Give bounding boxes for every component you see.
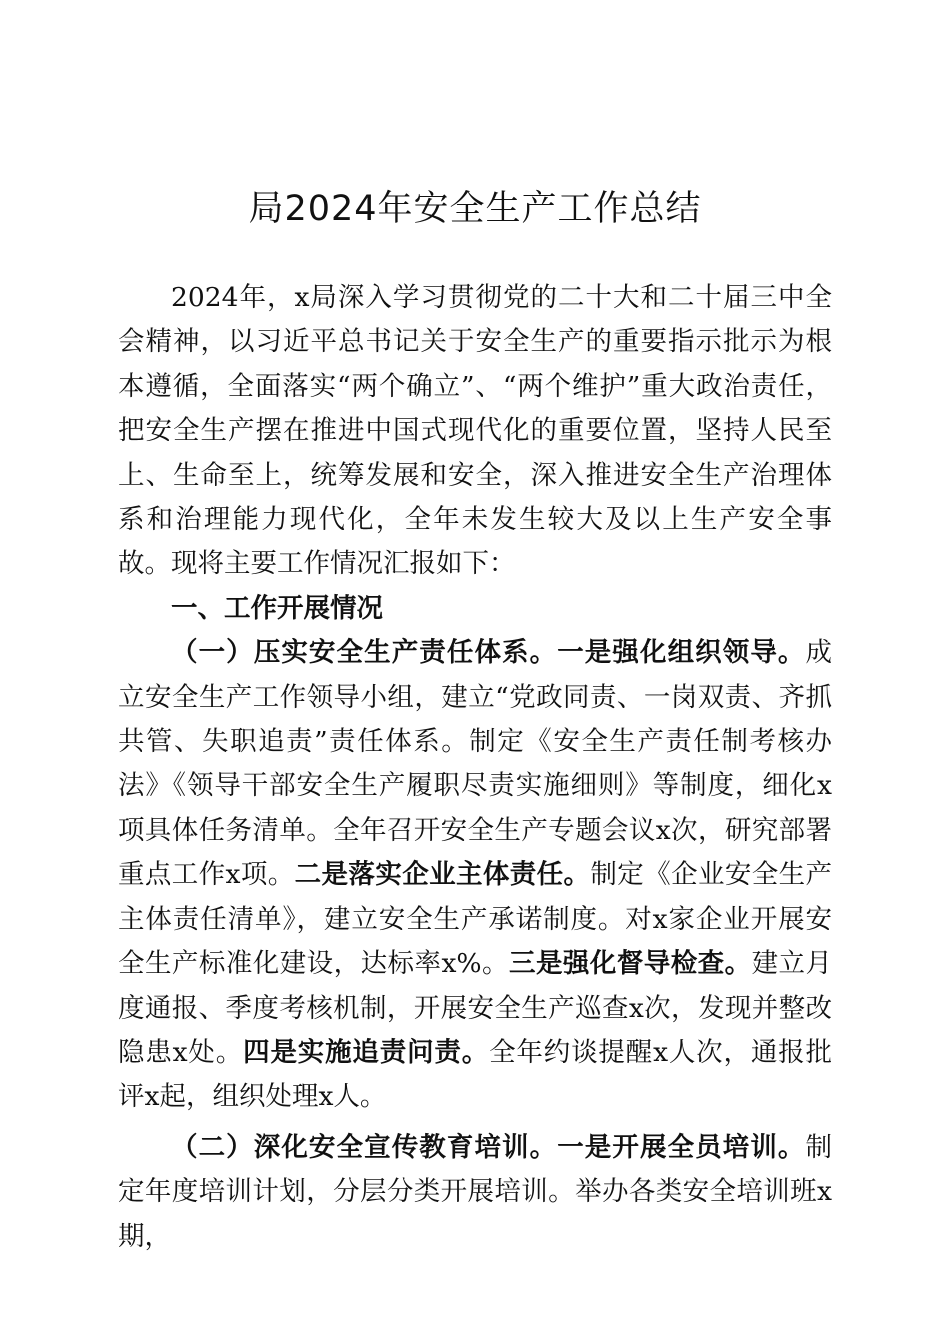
document-title: 局2024年安全生产工作总结 [248, 189, 702, 229]
paragraph-education-training [118, 1126, 832, 1259]
point-text-training: 制定年度培训计划，分层分类开展培训。举办各类安全培训班x期， [118, 1131, 833, 1252]
intro-paragraph: 2024年，x局深入学习贯彻党的二十大和二十届三中全会精神，以习近平总书记关于安全生产的重要指示批示为根本遵循，全面落实“两个确立”、“两个维护”重大政治责任，把安全生产摆在推进中国式现代化的重要位置，坚持人民至上、生命至上，统筹发展和安全，深入推进安全生产治理体系和治理能力现代化，全年未发生较大及以上生产安全事故。现将主要工作情况汇报如下： [118, 282, 832, 580]
point-title-inspection: 三是强化督导检查。 [509, 948, 752, 980]
point-title-enterprise: 二是落实企业主体责任。 [294, 859, 591, 891]
document-body [118, 276, 832, 1259]
section-heading-work: 一、工作开展情况 [171, 592, 383, 624]
point-text-accountability: 全年约谈提醒x人次，通报批评x起，组织处理x人。 [118, 1036, 833, 1113]
point-text-inspection: 建立月度通报、季度考核机制，开展安全生产巡查x次，发现并整改隐患x处。 [118, 948, 833, 1068]
subsection-heading-responsibility: （一）压实安全生产责任体系。 [171, 637, 558, 669]
paragraph-responsibility-system [118, 631, 832, 1119]
subsection-heading-education: （二）深化安全宣传教育培训。 [171, 1131, 558, 1163]
point-title-organization: 一是强化组织领导。 [557, 637, 806, 669]
point-text-enterprise: 制定《企业安全生产主体责任清单》，建立安全生产承诺制度。对x家企业开展安全生产标准化建设，达标率x%。 [118, 859, 833, 980]
point-title-training: 一是开展全员培训。 [557, 1131, 806, 1163]
point-title-accountability: 四是实施追责问责。 [243, 1036, 490, 1068]
point-text-organization: 成立安全生产工作领导小组，建立“党政同责、一岗双责、齐抓共管、失职追责”责任体系。制定《安全生产责任制考核办法》《领导干部安全生产履职尽责实施细则》等制度，细化x项具体任务清单。全年召开安全生产专题会议x次，研究部署重点工作x项。 [118, 637, 833, 891]
